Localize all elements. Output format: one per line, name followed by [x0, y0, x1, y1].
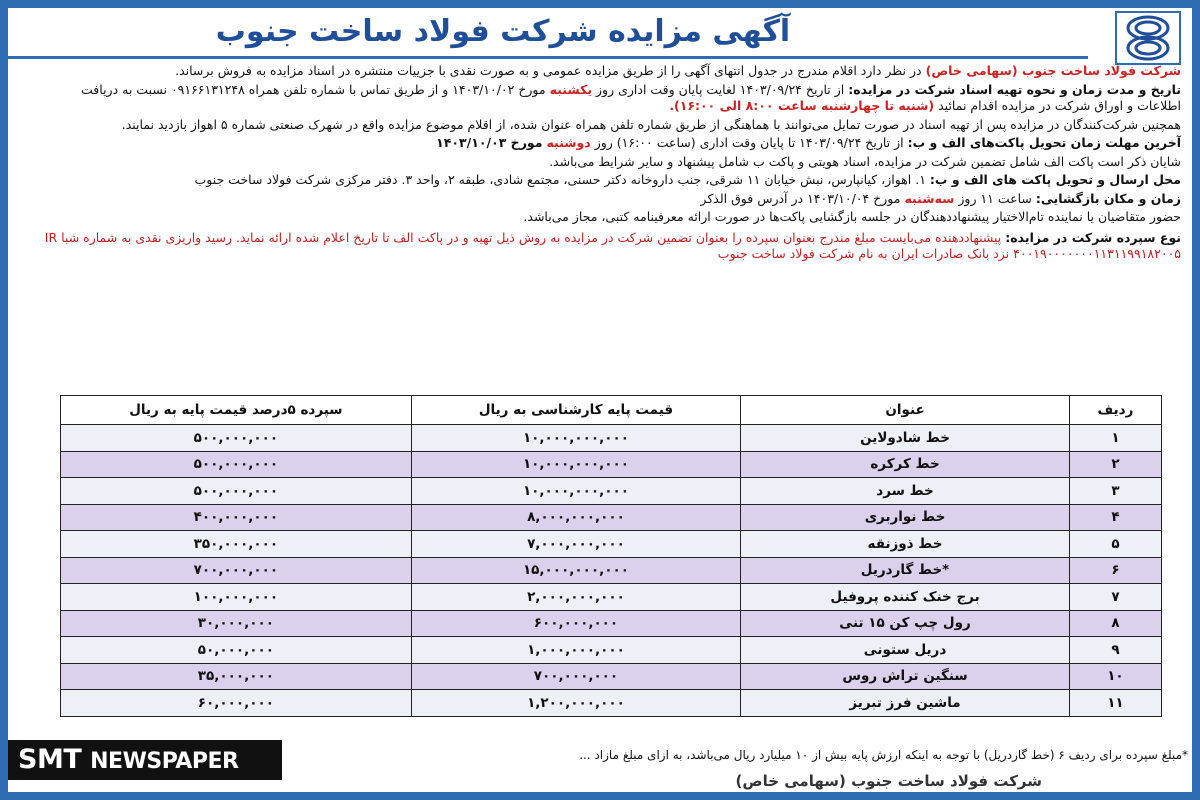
cell-deposit: ۵۰۰,۰۰۰,۰۰۰ — [61, 451, 412, 478]
footnote: *مبلغ سپرده برای ردیف ۶ (خط گاردریل) با توجه به اینکه ارزش پایه بیش از ۱۰ میلیارد ریال می‌باشد، به ازای مبلغ مازاد ... — [579, 748, 1188, 762]
cell-row: ۳ — [1069, 478, 1161, 505]
notice-text — [36, 63, 1181, 265]
cell-deposit: ۷۰۰,۰۰۰,۰۰۰ — [61, 557, 412, 584]
intro-paragraph — [36, 63, 1181, 80]
watermark-smt: SMT — [18, 744, 82, 775]
cell-title: خط کرکره — [741, 451, 1070, 478]
cell-price: ۶۰۰,۰۰۰,۰۰۰ — [411, 610, 740, 637]
cell-row: ۱۱ — [1069, 690, 1161, 717]
cell-deposit: ۵۰۰,۰۰۰,۰۰۰ — [61, 478, 412, 505]
deposit-paragraph — [36, 230, 1181, 263]
cell-price: ۱,۰۰۰,۰۰۰,۰۰۰ — [411, 637, 740, 664]
cell-row: ۷ — [1069, 584, 1161, 611]
intro-text: در نظر دارد اقلام مندرج در جدول انتهای آگهی را از طریق مزایده عمومی و به صورت نقدی با جزییات منتشره در اسناد مزایده به فروش برساند. — [175, 63, 922, 78]
cell-row: ۱ — [1069, 425, 1161, 452]
opening-note: حضور متقاضیان یا نماینده تام‌الاختیار پیشنهاددهندگان در جلسه بازگشایی پاکت‌ها در صورت ارائه معرفینامه کتبی، مجاز می‌باشد. — [523, 209, 1181, 224]
table-row — [61, 610, 1162, 637]
header-base-price: قیمت پایه کارشناسی به ریال — [411, 396, 740, 425]
header-title: عنوان — [741, 396, 1070, 425]
table-row — [61, 478, 1162, 505]
page-title: آگهی مزایده شرکت فولاد ساخت جنوب — [215, 14, 791, 49]
cell-title: خط ذوزنقه — [741, 531, 1070, 558]
table-row — [61, 690, 1162, 717]
cell-row: ۵ — [1069, 531, 1161, 558]
place-paragraph — [36, 172, 1181, 189]
cell-row: ۶ — [1069, 557, 1161, 584]
cell-title: ماشین فرز تبریز — [741, 690, 1070, 717]
place-text: ۱. اهواز، کیانپارس، نبش خیابان ۱۱ شرقی، جنب داروخانه دکتر حسنی، مجتمع شادی، طبقه ۲، واحد ۳. دفتر مرکزی شرکت فولاد ساخت جنوب — [194, 172, 926, 187]
company-logo — [1112, 10, 1184, 66]
table-row — [61, 504, 1162, 531]
cell-price: ۲,۰۰۰,۰۰۰,۰۰۰ — [411, 584, 740, 611]
cell-row: ۲ — [1069, 451, 1161, 478]
cell-title: خط شادولاین — [741, 425, 1070, 452]
auction-items-table — [60, 395, 1162, 717]
opening-paragraph — [36, 191, 1181, 208]
cell-title: سنگین تراش روس — [741, 663, 1070, 690]
opening-day: سه‌شنبه — [904, 190, 955, 206]
envelope-note: شایان ذکر است پاکت الف شامل تضمین شرکت در مزایده، اسناد هویتی و پاکت ب شامل پیشنهاد و سایر شرایط می‌باشد. — [549, 153, 1181, 169]
cell-deposit: ۳۰,۰۰۰,۰۰۰ — [61, 610, 412, 637]
intro-company: شرکت فولاد ساخت جنوب (سهامی خاص) — [925, 63, 1181, 78]
cell-deposit: ۳۵,۰۰۰,۰۰۰ — [61, 663, 412, 690]
deposit-heading: نوع سپرده شرکت در مزایده: — [1005, 229, 1181, 245]
header-row-number: ردیف — [1069, 396, 1161, 425]
cell-price: ۷,۰۰۰,۰۰۰,۰۰۰ — [411, 531, 740, 558]
table-row — [61, 425, 1162, 452]
cell-price: ۱۰,۰۰۰,۰۰۰,۰۰۰ — [411, 451, 740, 478]
docs-text2: مورخ ۱۴۰۳/۱۰/۰۲ و از طریق تماس با شماره تلفن همراه ۰۹۱۶۶۱۳۱۲۴۸ نسبت به دریافت اطلاعات و اوراق شرکت در مزایده اقدام نمائید — [81, 81, 1181, 113]
cell-title: دریل ستونی — [741, 637, 1070, 664]
header-deposit: سپرده ۵درصد قیمت پایه به ریال — [61, 396, 412, 425]
cell-deposit: ۵۰,۰۰۰,۰۰۰ — [61, 637, 412, 664]
logo-rings-icon — [1115, 11, 1181, 65]
deposit-text: پیشنهاددهنده می‌بایست مبلغ مندرج بعنوان سپرده را بعنوان تضمین شرکت در مزایده به روش ذیل تهیه و در پاکت الف تا تاریخ اعلام شده ارائه نماید. رسید واریزی نقدی به شماره شبا IR ۴۰۰۱۹۰۰۰۰۰۰۰۱۱۳۱۱۹۹۱۸۲۰۰۵ نزد بانک صادرات ایران به نام شرکت فولاد ساخت جنوب — [44, 229, 1181, 261]
table-header-row — [61, 396, 1162, 425]
cell-price: ۷۰۰,۰۰۰,۰۰۰ — [411, 663, 740, 690]
cell-price: ۸,۰۰۰,۰۰۰,۰۰۰ — [411, 504, 740, 531]
table-row — [61, 584, 1162, 611]
cell-deposit: ۱۰۰,۰۰۰,۰۰۰ — [61, 584, 412, 611]
cell-price: ۱۵,۰۰۰,۰۰۰,۰۰۰ — [411, 557, 740, 584]
place-heading: محل ارسال و تحویل پاکت های الف و ب: — [929, 172, 1181, 187]
opening-text: ساعت ۱۱ روز — [958, 190, 1032, 206]
footer-company: شرکت فولاد ساخت جنوب (سهامی خاص) — [735, 772, 1042, 790]
deadline-date: مورخ ۱۴۰۳/۱۰/۰۳ — [436, 135, 543, 150]
header — [8, 8, 1088, 59]
table-row — [61, 637, 1162, 664]
advertisement-body — [8, 8, 1192, 792]
cell-row: ۹ — [1069, 637, 1161, 664]
newspaper-watermark — [8, 740, 282, 780]
cell-deposit: ۳۵۰,۰۰۰,۰۰۰ — [61, 531, 412, 558]
opening-heading: زمان و مکان بازگشایی: — [1035, 190, 1181, 206]
docs-day: یکشنبه — [549, 81, 593, 97]
table-row — [61, 451, 1162, 478]
deadline-heading: آخرین مهلت زمان تحویل پاکت‌های الف و ب: — [907, 135, 1181, 150]
cell-title: *خط گاردریل — [741, 557, 1070, 584]
visit-paragraph: همچنین شرکت‌کنندگان در مزایده پس از تهیه اسناد در صورت تمایل می‌توانند با هماهنگی از طریق شماره تلفن همراه عنوان شده، از اقلام موضوع مزایده واقع در شهرک صنعتی شماره ۵ اهواز بازدید نمایند. — [121, 116, 1181, 132]
deadline-day: دوشنبه — [546, 135, 591, 150]
deadline-paragraph — [36, 135, 1181, 152]
cell-title: برج خنک کننده پروفیل — [741, 584, 1070, 611]
docs-text1: از تاریخ ۱۴۰۳/۰۹/۲۴ لغایت پایان وقت اداری روز — [596, 81, 845, 97]
cell-deposit: ۶۰,۰۰۰,۰۰۰ — [61, 690, 412, 717]
table-row — [61, 663, 1162, 690]
watermark-newspaper: NEWSPAPER — [90, 749, 239, 774]
cell-price: ۱۰,۰۰۰,۰۰۰,۰۰۰ — [411, 425, 740, 452]
cell-title: خط نواربری — [741, 504, 1070, 531]
cell-row: ۱۰ — [1069, 663, 1161, 690]
docs-paragraph — [36, 82, 1181, 115]
table-row — [61, 531, 1162, 558]
cell-deposit: ۵۰۰,۰۰۰,۰۰۰ — [61, 425, 412, 452]
cell-row: ۸ — [1069, 610, 1161, 637]
table-row — [61, 557, 1162, 584]
opening-text2: مورخ ۱۴۰۳/۱۰/۰۴ در آدرس فوق الذکر — [700, 190, 901, 206]
docs-heading: تاریخ و مدت زمان و نحوه تهیه اسناد شرکت در مزایده: — [848, 81, 1181, 97]
cell-deposit: ۴۰۰,۰۰۰,۰۰۰ — [61, 504, 412, 531]
cell-price: ۱,۲۰۰,۰۰۰,۰۰۰ — [411, 690, 740, 717]
docs-hours: (شنبه تا چهارشنبه ساعت ۸:۰۰ الی ۱۶:۰۰). — [669, 98, 935, 113]
cell-title: خط سرد — [741, 478, 1070, 505]
cell-price: ۱۰,۰۰۰,۰۰۰,۰۰۰ — [411, 478, 740, 505]
cell-title: رول چپ کن ۱۵ تنی — [741, 610, 1070, 637]
deadline-text: از تاریخ ۱۴۰۳/۰۹/۲۴ تا پایان وقت اداری (ساعت ۱۶:۰۰) روز — [594, 135, 904, 150]
cell-row: ۴ — [1069, 504, 1161, 531]
